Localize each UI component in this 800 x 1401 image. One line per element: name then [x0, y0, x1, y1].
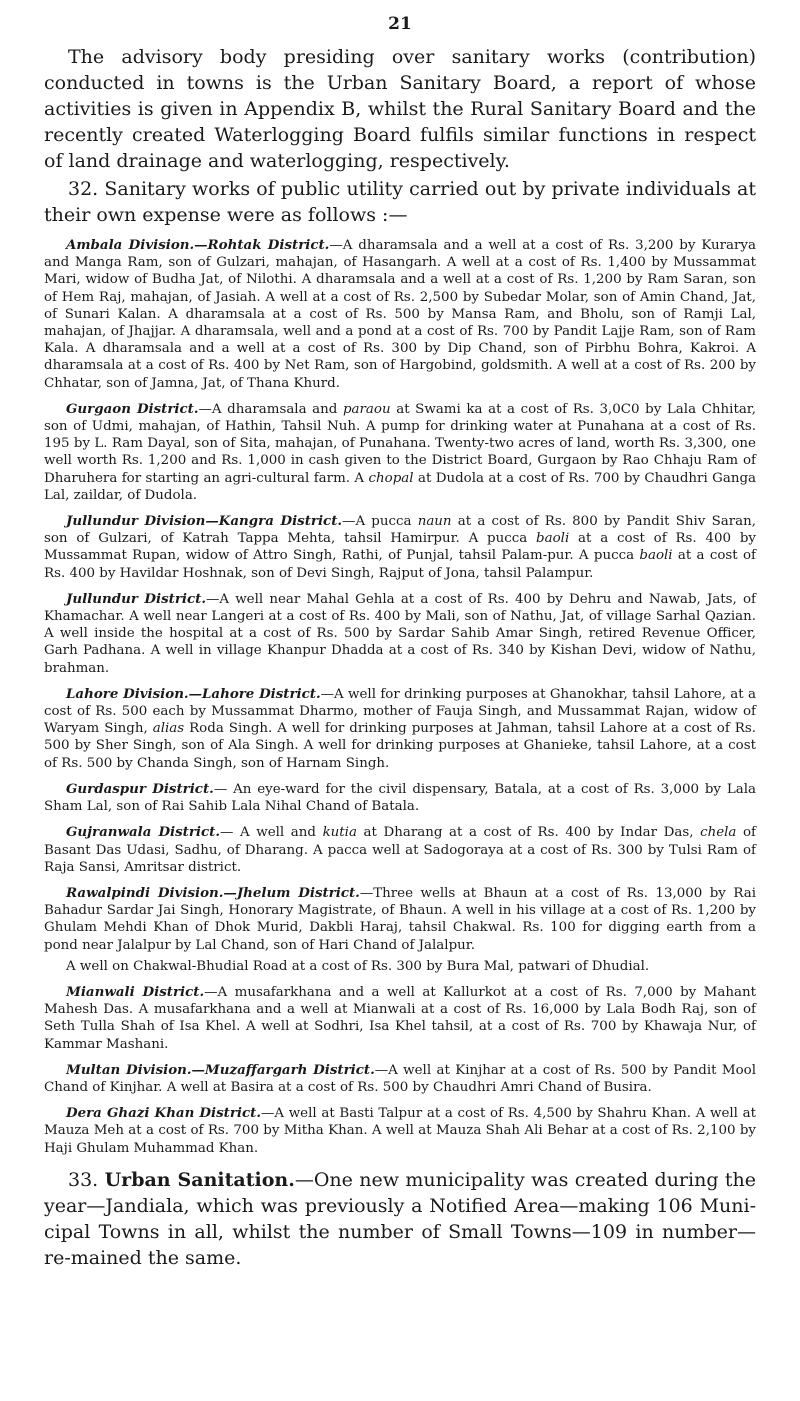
entry-gurdaspur — [44, 781, 756, 815]
entry-text: — An eye-ward for the civil dispensary, Batala, at a cost of Rs. 3,000 by Lala Sham Lal, son of Rai Sahib Lala Nihal Chand of Batala. — [44, 781, 757, 815]
entry-heading: Lahore Division.—Lahore District. — [66, 685, 321, 702]
entry-term: chela — [700, 825, 737, 841]
entry-lahore — [44, 686, 756, 772]
entry-heading: Gurgaon District. — [66, 400, 199, 417]
entry-term: baoli — [536, 531, 570, 547]
entry-heading: Dera Ghazi Khan District. — [66, 1105, 261, 1122]
entry-mianwali — [44, 984, 756, 1053]
paragraph-advisory-text: The advisory body presiding over sanitary works (contribution) conducted in towns is the Urban Sanitary Board, a report of whose activities is given in Appendix B, whilst the Rural Sanitary Board and the recently created Waterlogging Board fulfils similar functions in respect of land drainage and waterlogging, respectively. — [44, 46, 756, 172]
entry-text: —A dharamsala and a well at a cost of Rs. 3,200 by Kurarya and Manga Ram, son of Gulzari, mahajan, of Hasangarh. A well at a cost of Rs. 1,400 by Mussammat Mari, widow of Budha Jat, of Nilothi. A dharamsala and a well at a cost of Rs. 1,200 by Ram Saran, son of Hem Raj, mahajan, of Jasiah. A well at a cost of Rs. 2,500 by Subedar Molar, son of Amin Chand, Jat, of Sunari Kalan. A dharamsala at a cost of Rs. 500 by Mansa Ram, and Bholu, son of Ramji Lal, mahajan, of Jhajjar. A dharamsala, well and a pond at a cost of Rs. 700 by Pandit Lajje Ram, son of Ram Kala. A dharamsala and a well at a cost of Rs. 300 by Dip Chand, son of Pirbhu Bohra, Kakroi. A dharamsala at a cost of Rs. 400 by Net Ram, son of Hargobind, goldsmith. A well at a cost of Rs. 200 by Chhatar, son of Jamna, Jat, of Thana Khurd. — [44, 238, 756, 391]
entry-rawalpindi-continued — [44, 958, 756, 975]
entry-text: —A dharamsala and — [198, 401, 343, 417]
entry-jullundur — [44, 591, 756, 677]
page-number: 21 — [388, 14, 412, 34]
entry-term: baoli — [639, 548, 673, 564]
entry-term: alias — [152, 721, 185, 737]
entry-text: of Basant Das Udasi, Sadhu, of Dharang. A pacca well at Sadogoraya at a cost of Rs. 300 by Tulsi Ram of Raja Sansi, Amritsar district. — [44, 825, 757, 875]
paragraph-32 — [44, 176, 756, 228]
entry-text: Roda Singh. A well for drinking purposes at Jahman, tahsil Lahore at a cost of Rs. 500 by Sher Singh, son of Ala Singh. A well for drinking purposes at Ghanieke, tahsil Lahore, at a cost of Rs. 500 by Chanda Singh, son of Harnam Singh. — [44, 721, 756, 771]
entry-heading: Gujranwala District. — [66, 824, 221, 841]
entry-term: paraou — [342, 401, 391, 417]
entry-text: —A pucca — [342, 514, 418, 530]
entry-heading: Jullundur District. — [66, 590, 206, 607]
entry-heading: Multan Division.—Muzaffargarh District. — [66, 1061, 375, 1078]
paragraph-33-title: Urban Sanitation. — [104, 1168, 295, 1191]
entry-text: —A well at Kinjhar at a cost of Rs. 500 by Pandit Mool Chand of Kinjhar. A well at Basira at a cost of Rs. 500 by Chaudhri Amri Chand of Busira. — [44, 1062, 756, 1095]
paragraph-32-text: 32. Sanitary works of public utility carried out by private individuals at their own expense were as follows :— — [44, 178, 756, 226]
entry-heading: Mianwali District. — [66, 983, 205, 1000]
entry-text: at a cost of Rs. 800 by Pandit Shiv Saran, son of Gulzari, of Katrah Tappa Mehta, tahsil Hamirpur. A pucca — [44, 514, 756, 547]
entry-text: at Dudola at a cost of Rs. 700 by Chaudhri Ganga Lal, zaildar, of Dudola. — [44, 470, 756, 503]
entry-text: at Swami ka at a cost of Rs. 3,0C0 by Lala Chhitar, son of Udmi, mahajan, of Hathin, Tahsil Nuh. A pump for drinking water at Punahana at a cost of Rs. 195 by L. Ram Dayal, son of Sita, mahajan, of Punahana. Twenty-two acres of land, worth Rs. 3,300, one well worth Rs. 1,200 and Rs. 1,000 in cash given to the District Board, Gurgaon by Rao Chhaju Ram of Dharuhera for starting an agri-cultural farm. A — [44, 401, 756, 486]
entry-gujranwala — [44, 824, 756, 876]
entry-ambala — [44, 237, 756, 392]
entry-text: A well on Chakwal-Bhudial Road at a cost of Rs. 300 by Bura Mal, patwari of Dhudial. — [66, 958, 650, 974]
entry-dera-ghazi-khan — [44, 1105, 756, 1157]
paragraph-advisory-body — [44, 44, 756, 174]
entry-rawalpindi — [44, 885, 756, 954]
entry-text: at a cost of Rs. 400 by Havildar Hoshnak, son of Devi Singh, Rajput of Jona, tahsil Palampur. — [44, 548, 756, 581]
entry-term: naun — [417, 514, 452, 530]
paragraph-33-number: 33. — [68, 1168, 99, 1191]
entry-text: —A well near Mahal Gehla at a cost of Rs. 400 by Dehru and Nawab, Jats, of Khamachar. A well near Langeri at a cost of Rs. 400 by Mali, son of Nathu, Jat, of village Sarhal Qazian. A well inside the hospital at a cost of Rs. 500 by Sardar Sahib Amar Singh, retired Revenue Officer, Garh Padhana. A well in village Khanpur Dhadda at a cost of Rs. 340 by Kishan Devi, widow of Nathu, brahman. — [44, 591, 756, 676]
entry-heading: Gurdaspur District. — [66, 780, 214, 797]
entry-multan — [44, 1062, 756, 1096]
entry-text: — A well and — [220, 825, 323, 841]
entry-text: —A musafarkhana and a well at Kallurkot at a cost of Rs. 7,000 by Mahant Mahesh Das. A musafarkhana and a well at Mianwali at a cost of Rs. 16,000 by Lala Bodh Raj, son of Seth Tulla Shah of Isa Khel. A well at Sodhri, Isa Khel tahsil, at a cost of Rs. 700 by Khawaja Nur, of Kammar Mashani. — [44, 984, 756, 1052]
entry-text: at a cost of Rs. 400 by Mussammat Rupan, widow of Attro Singh, Rathi, of Punjal, tahsil Palam-pur. A pucca — [44, 531, 756, 564]
entry-term: chopal — [368, 470, 414, 486]
paragraph-33 — [44, 1167, 756, 1271]
entry-jullundur-kangra — [44, 513, 756, 582]
entry-text: at Dharang at a cost of Rs. 400 by Indar Das, — [356, 825, 701, 841]
entry-term: kutia — [322, 825, 357, 841]
paragraph-33-text: —One new municipality was created during the year—Jandiala, which was previously a Notified Area—making 106 Muni-cipal Towns in all, whilst the number of Small Towns—109 in number—re-mained the same. — [44, 1168, 756, 1269]
entry-text: —A well for drinking purposes at Ghanokhar, tahsil Lahore, at a cost of Rs. 500 each by Mussammat Dharmo, mother of Fauja Singh, and Mussammat Rajan, widow of Waryam Singh, — [44, 686, 756, 737]
entry-text: —A well at Basti Talpur at a cost of Rs. 4,500 by Shahru Khan. A well at Mauza Meh at a cost of Rs. 700 by Mitha Khan. A well at Mauza Shah Ali Behar at a cost of Rs. 2,100 by Haji Ghulam Muhammad Khan. — [44, 1106, 756, 1156]
entry-heading: Rawalpindi Division.—Jhelum District. — [66, 884, 360, 901]
entry-text: —Three wells at Bhaun at a cost of Rs. 13,000 by Rai Bahadur Sardar Jai Singh, Honorary Magistrate, of Bhaun. A well in his village at a cost of Rs. 1,200 by Ghulam Mehdi Khan of Dhok Murid, Dakbli Haraj, tahsil Chakwal. Rs. 100 for digging earth from a pond near Jalalpur by Lal Chand, son of Hari Chand of Jalalpur. — [44, 885, 756, 953]
entry-gurgaon — [44, 401, 756, 504]
entry-heading: Jullundur Division—Kangra District. — [66, 513, 343, 530]
entry-heading: Ambala Division.—Rohtak District. — [66, 237, 330, 253]
